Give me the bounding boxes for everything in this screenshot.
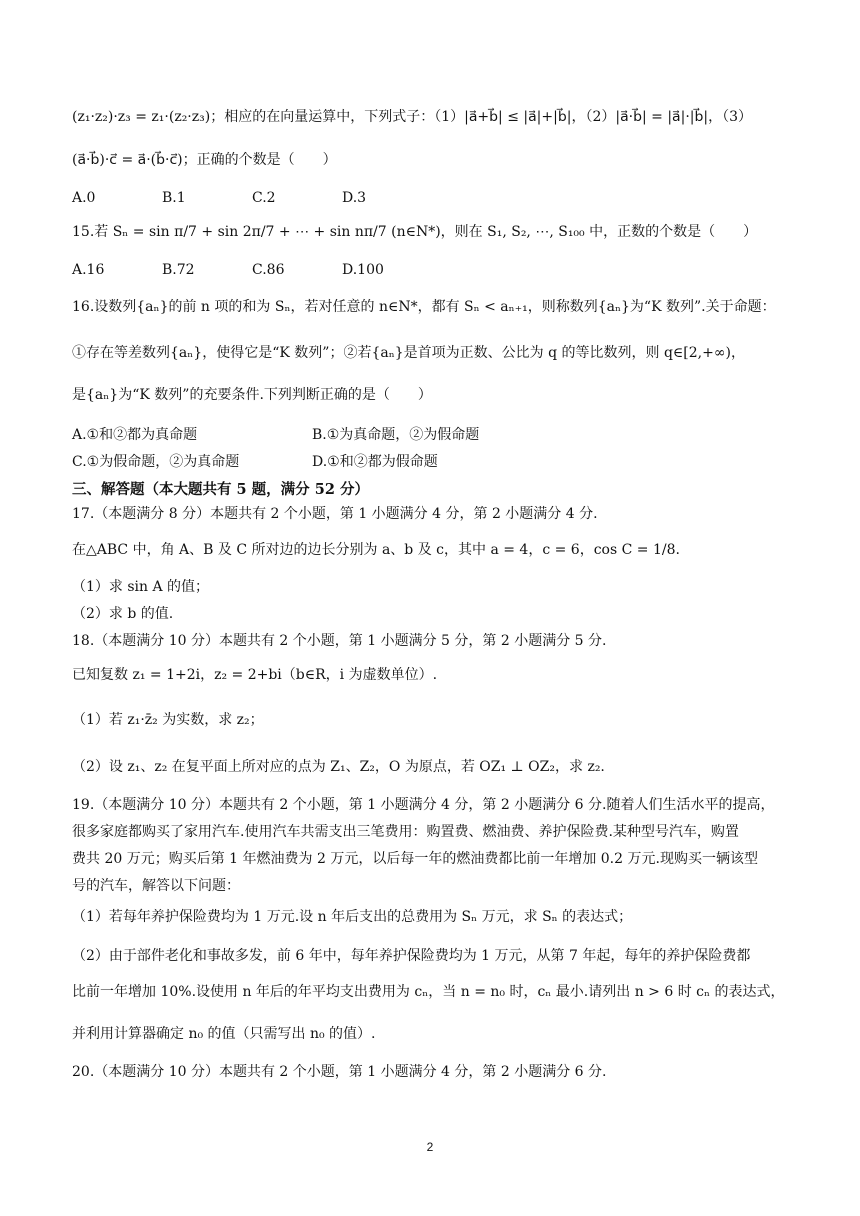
q15-option-b: B.72	[162, 262, 195, 278]
q19-line-1: 19.（本题满分 10 分）本题共有 2 个小题，第 1 小题满分 4 分，第 2 小题满分 6 分.随着人们生活水平的提高，	[72, 797, 775, 813]
q17-stem: 在△ABC 中，角 A、B 及 C 所对边的边长分别为 a、b 及 c，其中 a = 4，c = 6，cos C = 1/8.	[72, 542, 680, 558]
q19-part-2-line-2: 比前一年增加 10%.设使用 n 年后的年平均支出费用为 cₙ，当 n = n₀ 时，cₙ 最小.请列出 n > 6 时 cₙ 的表达式，	[72, 984, 785, 1000]
q16-option-c: C.①为假命题，②为真命题	[72, 454, 240, 470]
q16-line-2: ①存在等差数列{aₙ}，使得它是“K 数列”；②若{aₙ}是首项为正数、公比为 q 的等比数列，则 q∈[2,+∞)，	[72, 345, 745, 361]
q16-options-row-1	[72, 424, 479, 444]
q17-part-1: （1）求 sin A 的值；	[72, 579, 210, 595]
q16-option-a: A.①和②都为真命题	[72, 427, 198, 443]
q17-part-2: （2）求 b 的值.	[72, 606, 174, 622]
q17-header: 17.（本题满分 8 分）本题共有 2 个小题，第 1 小题满分 4 分，第 2 小题满分 4 分.	[72, 506, 598, 522]
q14-option-d: D.3	[342, 190, 367, 206]
section-heading: 三、解答题（本大题共有 5 题，满分 52 分）	[72, 481, 369, 498]
q14-option-c: C.2	[252, 190, 276, 206]
q15-option-c: C.86	[252, 262, 285, 278]
q19-line-3: 费共 20 万元；购买后第 1 年燃油费为 2 万元，以后每一年的燃油费都比前一年增加 0.2 万元.现购买一辆该型	[72, 851, 758, 867]
q14-options	[72, 190, 432, 206]
q19-line-4: 号的汽车，解答以下问题：	[72, 878, 240, 894]
q16-line-3: 是{aₙ}为“K 数列”的充要条件.下列判断正确的是（ ）	[72, 387, 432, 403]
q19-part-2-line-1: （2）由于部件老化和事故多发，前 6 年中，每年养护保险费均为 1 万元，从第 7 年起，每年的养护保险费都	[72, 948, 751, 964]
q15-stem: 15.若 Sₙ = sin π/7 + sin 2π/7 + ⋯ + sin nπ/7 (n∈N*)，则在 S₁, S₂, ⋯, S₁₀₀ 中，正数的个数是（ ）	[72, 224, 758, 240]
q16-options-row-2	[72, 451, 438, 471]
q18-part-1: （1）若 z₁·z̄₂ 为实数，求 z₂；	[72, 712, 264, 728]
q19-line-2: 很多家庭都购买了家用汽车.使用汽车共需支出三笔费用：购置费、燃油费、养护保险费.某种型号汽车，购置	[72, 824, 739, 840]
q15-options	[72, 262, 432, 278]
q20-header: 20.（本题满分 10 分）本题共有 2 个小题，第 1 小题满分 4 分，第 2 小题满分 6 分.	[72, 1064, 607, 1080]
q18-stem: 已知复数 z₁ = 1+2i，z₂ = 2+bi（b∈R，i 为虚数单位）.	[72, 667, 438, 683]
q14-option-b: B.1	[162, 190, 186, 206]
q15-option-a: A.16	[72, 262, 105, 278]
q16-line-1: 16.设数列{aₙ}的前 n 项的和为 Sₙ，若对任意的 n∈N*，都有 Sₙ < aₙ₊₁，则称数列{aₙ}为“K 数列”.关于命题：	[72, 299, 776, 315]
q14-formula-line: (z₁·z₂)·z₃ = z₁·(z₂·z₃)；相应的在向量运算中，下列式子：（1）|a⃗+b⃗| ≤ |a⃗|+|b⃗|，（2）|a⃗·b⃗| = |a⃗|·|b⃗|，（3）	[72, 109, 753, 125]
q16-option-d: D.①和②都为假命题	[312, 454, 438, 470]
q18-header: 18.（本题满分 10 分）本题共有 2 个小题，第 1 小题满分 5 分，第 2 小题满分 5 分.	[72, 633, 607, 649]
q18-part-2: （2）设 z₁、z₂ 在复平面上所对应的点为 Z₁、Z₂，O 为原点，若 OZ₁ ⊥ OZ₂，求 z₂.	[72, 759, 605, 775]
q15-option-d: D.100	[342, 262, 384, 278]
q16-option-b: B.①为真命题，②为假命题	[312, 427, 480, 443]
page-number: 2	[426, 1140, 434, 1154]
q19-part-1: （1）若每年养护保险费均为 1 万元.设 n 年后支出的总费用为 Sₙ 万元，求 Sₙ 的表达式；	[72, 909, 633, 925]
q14-option-a: A.0	[72, 190, 96, 206]
q14-question-line: (a⃗·b⃗)·c⃗ = a⃗·(b⃗·c⃗)；正确的个数是（ ）	[72, 152, 337, 168]
q19-part-2-line-3: 并利用计算器确定 n₀ 的值（只需写出 n₀ 的值）.	[72, 1026, 376, 1042]
